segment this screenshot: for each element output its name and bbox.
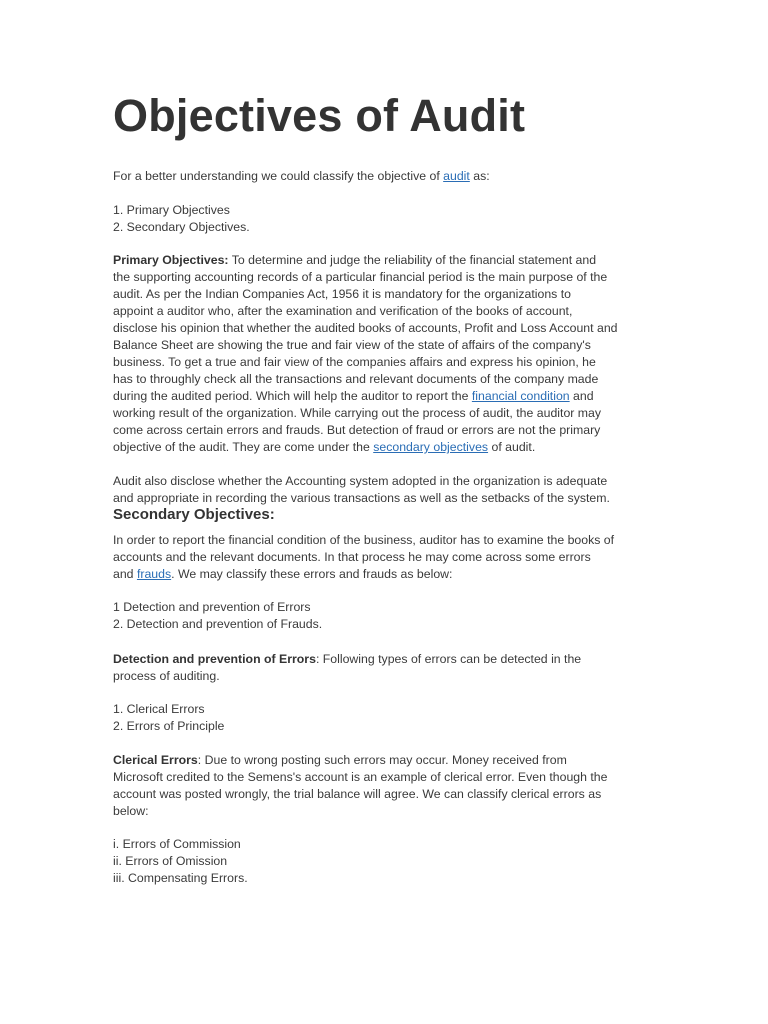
page-title: Objectives of Audit bbox=[113, 90, 526, 141]
list-item: 2. Errors of Principle bbox=[113, 719, 225, 733]
paragraph-line: and bbox=[113, 567, 137, 581]
paragraph-line: appoint a auditor who, after the examination and verification of the books of account, bbox=[113, 304, 573, 318]
list-item: 1 Detection and prevention of Errors bbox=[113, 600, 311, 614]
paragraph-line: : Due to wrong posting such errors may occur. Money received from bbox=[197, 753, 567, 767]
paragraph-line: come across certain errors and frauds. But detection of fraud or errors are not the primary bbox=[113, 423, 601, 437]
paragraph-line: process of auditing. bbox=[113, 669, 220, 683]
secondary-objectives-link[interactable]: secondary objectives bbox=[373, 440, 489, 454]
list-item: 1. Clerical Errors bbox=[113, 702, 205, 716]
detection-list bbox=[113, 599, 658, 633]
intro-text-end: as: bbox=[469, 169, 490, 183]
paragraph-line-end: . We may classify these errors and frauds as below: bbox=[171, 567, 453, 581]
paragraph-line: audit. As per the Indian Companies Act, 1956 it is mandatory for the organizations to bbox=[113, 287, 571, 301]
paragraph-line: account was posted wrongly, the trial balance will agree. We can classify clerical errors as bbox=[113, 787, 602, 801]
paragraph-line: below: bbox=[113, 804, 149, 818]
secondary-objectives-heading: Secondary Objectives: bbox=[113, 506, 275, 523]
list-item: 2. Detection and prevention of Frauds. bbox=[113, 617, 323, 631]
paragraph-line: the supporting accounting records of a particular financial period is the main purpose of the bbox=[113, 270, 608, 284]
paragraph-line: : Following types of errors can be detected in the bbox=[315, 652, 582, 666]
financial-condition-link[interactable]: financial condition bbox=[471, 389, 570, 403]
clerical-errors-heading: Clerical Errors bbox=[113, 753, 198, 767]
paragraph-line: To determine and judge the reliability of the financial statement and bbox=[228, 253, 597, 267]
audit-link[interactable]: audit bbox=[443, 169, 470, 183]
detection-errors-paragraph bbox=[113, 651, 658, 685]
list-item: 1. Primary Objectives bbox=[113, 203, 230, 217]
paragraph-line: business. To get a true and fair view of the companies affairs and express his opinion, he bbox=[113, 355, 596, 369]
paragraph-line: disclose his opinion that whether the audited books of accounts, Profit and Loss Account and bbox=[113, 321, 618, 335]
errors-list bbox=[113, 701, 658, 735]
paragraph-line: accounts and the relevant documents. In that process he may come across some errors bbox=[113, 550, 591, 564]
paragraph-line: objective of the audit. They are come under the bbox=[113, 440, 374, 454]
secondary-objectives-paragraph bbox=[113, 532, 658, 583]
paragraph-line: and appropriate in recording the various transactions as well as the setbacks of the system. bbox=[113, 491, 610, 505]
intro-text: For a better understanding we could classify the objective of bbox=[113, 169, 444, 183]
objectives-list bbox=[113, 202, 658, 236]
frauds-link[interactable]: frauds bbox=[136, 567, 172, 581]
primary-objectives-paragraph bbox=[113, 252, 658, 456]
paragraph-line: Audit also disclose whether the Accounting system adopted in the organization is adequate bbox=[113, 474, 608, 488]
detection-errors-heading: Detection and prevention of Errors bbox=[113, 652, 316, 666]
paragraph-line: Balance Sheet are showing the true and fair view of the state of affairs of the company's bbox=[113, 338, 591, 352]
paragraph-line-end: and bbox=[569, 389, 594, 403]
paragraph-line: during the audited period. Which will help the auditor to report the bbox=[113, 389, 472, 403]
paragraph-line: working result of the organization. While carrying out the process of audit, the auditor may bbox=[113, 406, 602, 420]
audit-system-paragraph bbox=[113, 473, 658, 507]
list-item: ii. Errors of Omission bbox=[113, 854, 228, 868]
list-item: i. Errors of Commission bbox=[113, 837, 241, 851]
clerical-errors-paragraph bbox=[113, 752, 658, 820]
clerical-errors-list bbox=[113, 836, 658, 887]
primary-heading: Primary Objectives: bbox=[113, 253, 229, 267]
paragraph-line-end: of audit. bbox=[488, 440, 536, 454]
paragraph-line: In order to report the financial condition of the business, auditor has to examine the books of bbox=[113, 533, 615, 547]
list-item: 2. Secondary Objectives. bbox=[113, 220, 250, 234]
paragraph-line: Microsoft credited to the Semens's account is an example of clerical error. Even though the bbox=[113, 770, 608, 784]
intro-paragraph bbox=[113, 168, 658, 185]
paragraph-line: has to throughly check all the transactions and relevant documents of the company made bbox=[113, 372, 599, 386]
list-item: iii. Compensating Errors. bbox=[113, 871, 248, 885]
